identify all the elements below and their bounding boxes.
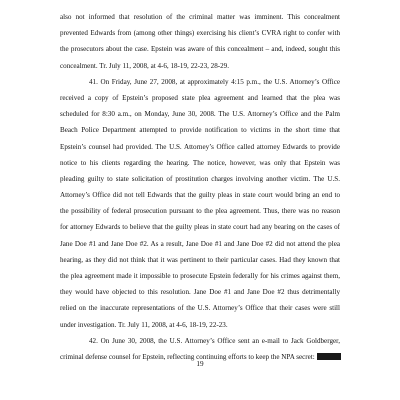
text-line: notice to his clients regarding the hearing. The notice, however, was only that Epstein was bbox=[60, 158, 340, 167]
text-line: the plea agreement made it impossible to prosecute Epstein federally for his crimes against them, bbox=[60, 272, 340, 280]
text-line: prevented Edwards from (among other things) exercising his client’s CVRA right to confer with bbox=[60, 29, 340, 38]
text-line: they would have objected to this resolution. Jane Doe #1 and Jane Doe #2 thus detrimentally bbox=[60, 288, 340, 297]
paragraph-42-start: 42. On June 30, 2008, the U.S. Attorney’s Office sent an e-mail to Jack Goldberger, bbox=[89, 336, 340, 345]
text-line: also not informed that resolution of the criminal matter was imminent. This concealment bbox=[60, 13, 340, 21]
text-line: scheduled for 8:30 a.m., on Monday, June 30, 2008. The U.S. Attorney’s Office and the Palm bbox=[60, 110, 340, 119]
text-line: the possibility of federal prosecution pursuant to the plea agreement. Thus, there was no reason bbox=[60, 207, 340, 216]
text-line: criminal defense counsel for Epstein, reflecting continuing efforts to keep the NPA secret: bbox=[60, 352, 315, 361]
text-line: under investigation. Tr. July 11, 2008, at 4-6, 18-19, 22-23. bbox=[60, 320, 228, 329]
paragraph-41-start: 41. On Friday, June 27, 2008, at approximately 4:15 p.m., the U.S. Attorney’s Office bbox=[89, 77, 340, 86]
text-line: relied on the inaccurate representations of the U.S. Attorney’s Office that their cases were still bbox=[60, 304, 340, 313]
text-line: hearing, as they did not think that it was pertinent to their particular cases. Had they known that bbox=[60, 255, 340, 264]
text-line: Epstein’s counsel had provided. The U.S. Attorney’s Office called attorney Edwards to provide bbox=[60, 142, 340, 151]
text-line: pleading guilty to state solicitation of prostitution charges involving another victim. The U.S. bbox=[60, 174, 340, 183]
text-line: the prosecutors about the case. Epstein was aware of this concealment – and, indeed, sought this bbox=[60, 45, 340, 54]
text-line: Beach Police Department attempted to provide notification to victims in the short time that bbox=[60, 126, 340, 135]
text-line: received a copy of Epstein’s proposed state plea agreement and learned that the plea was bbox=[60, 93, 340, 102]
text-line: Attorney’s Office did not tell Edwards that the guilty pleas in state court would bring an end to bbox=[60, 191, 340, 200]
text-line: Jane Doe #1 and Jane Doe #2. As a result, Jane Doe #1 and Jane Doe #2 did not attend the plea bbox=[60, 239, 340, 248]
text-line: concealment. Tr. July 11, 2008, at 4-6, 18-19, 22-23, 28-29. bbox=[60, 61, 229, 70]
text-line: for attorney Edwards to believe that the guilty pleas in state court had any bearing on the cases of bbox=[60, 223, 340, 232]
redaction-block bbox=[317, 353, 341, 360]
body-text bbox=[60, 9, 340, 365]
page-number: 19 bbox=[196, 360, 204, 368]
